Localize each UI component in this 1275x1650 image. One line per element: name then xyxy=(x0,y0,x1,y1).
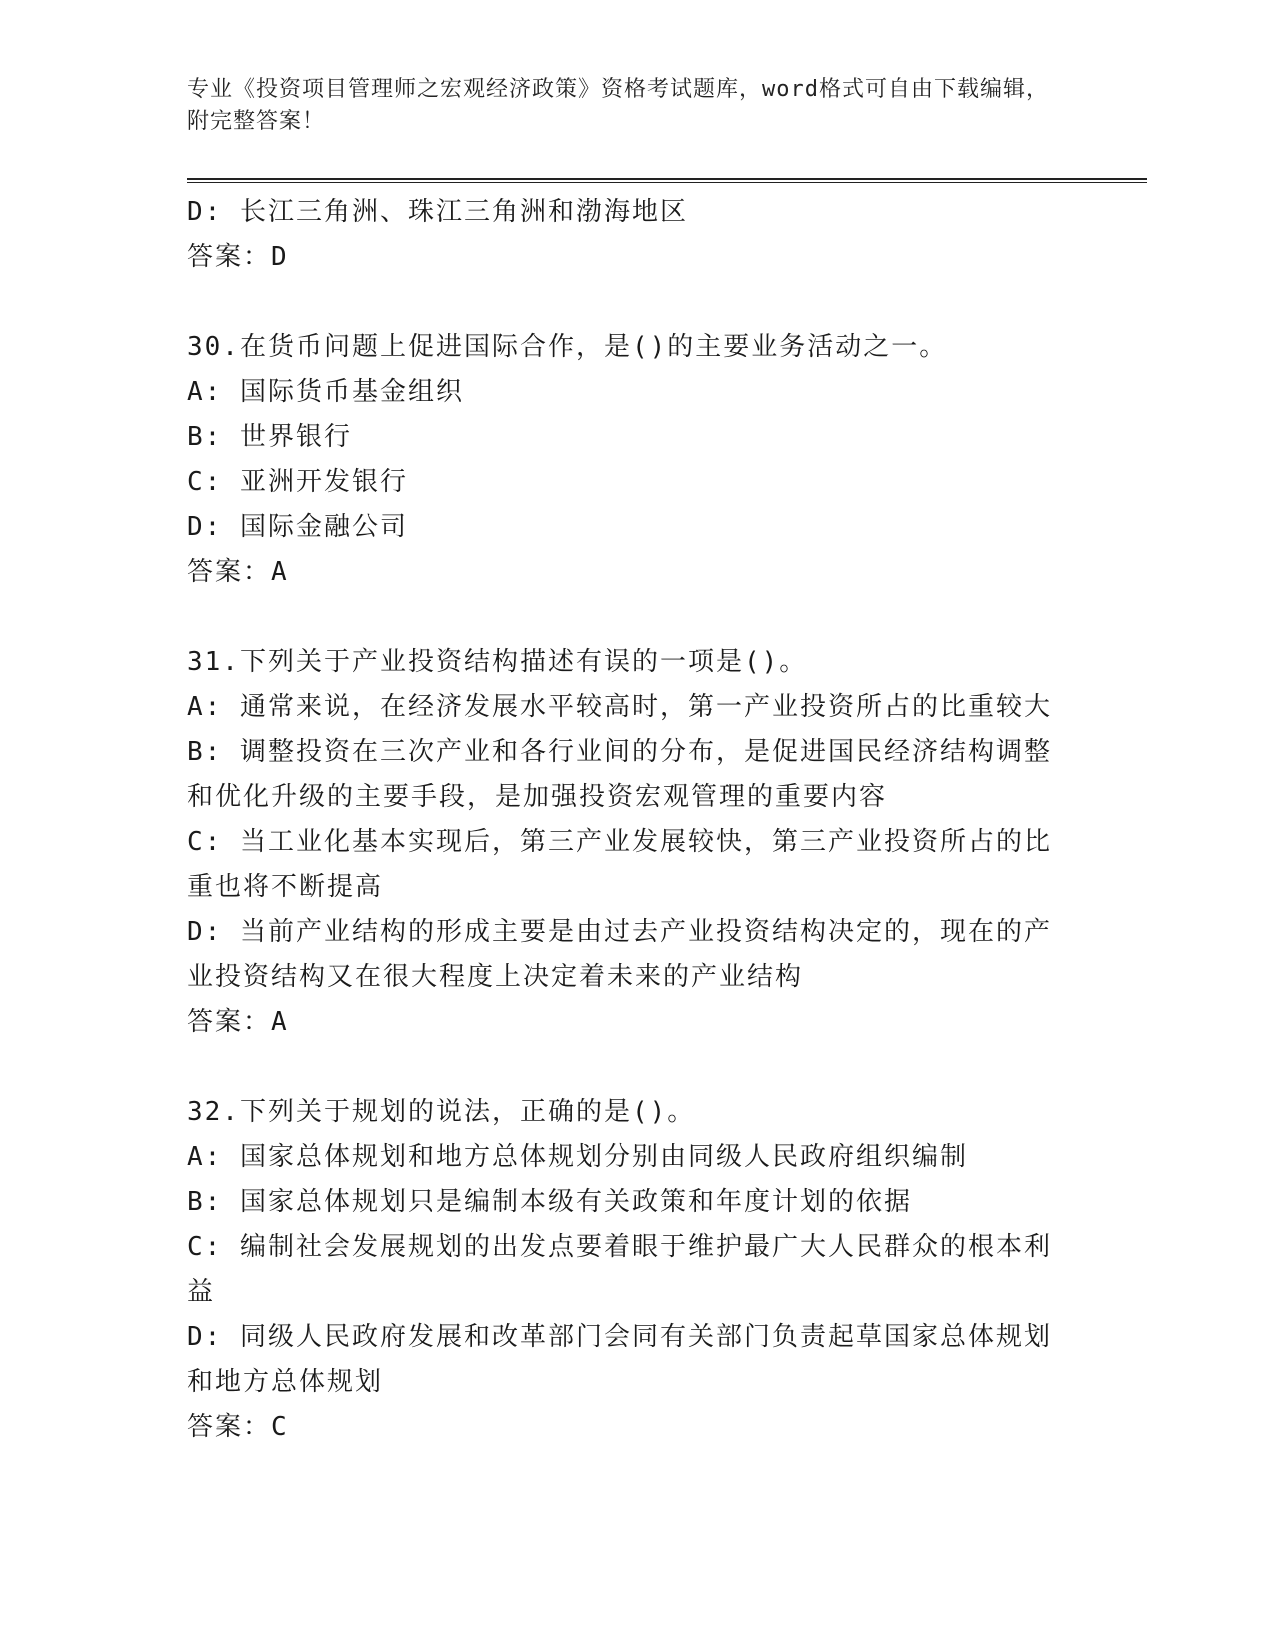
spacer xyxy=(187,1045,1067,1090)
answer-line xyxy=(187,1000,1067,1045)
answer-label: 答案： xyxy=(187,557,272,587)
question-stem: 31.下列关于产业投资结构描述有误的一项是()。 xyxy=(187,647,808,677)
option-c: C: 当工业化基本实现后，第三产业发展较快，第三产业投资所占的比重也将不断提高 xyxy=(187,827,1052,902)
document-body xyxy=(187,190,1067,1450)
question-31 xyxy=(187,640,1067,1045)
option-d: D: 国际金融公司 xyxy=(187,512,408,542)
question-stem: 30.在货币问题上促进国际合作，是()的主要业务活动之一。 xyxy=(187,332,948,362)
answer-value: C xyxy=(271,1412,289,1442)
option-b: B: 世界银行 xyxy=(187,422,352,452)
answer-line xyxy=(187,1405,1067,1450)
answer-line xyxy=(187,550,1067,595)
option-a: A: 国家总体规划和地方总体规划分别由同级人民政府组织编制 xyxy=(187,1142,968,1172)
prev-question-tail xyxy=(187,190,1067,280)
spacer xyxy=(187,595,1067,640)
option-d: D: 同级人民政府发展和改革部门会同有关部门负责起草国家总体规划和地方总体规划 xyxy=(187,1322,1052,1397)
spacer xyxy=(187,280,1067,325)
option-d: D: 长江三角洲、珠江三角洲和渤海地区 xyxy=(187,197,688,227)
answer-value: D xyxy=(271,242,289,272)
option-b: B: 国家总体规划只是编制本级有关政策和年度计划的依据 xyxy=(187,1187,912,1217)
answer-value: A xyxy=(271,1007,289,1037)
option-c: C: 编制社会发展规划的出发点要着眼于维护最广大人民群众的根本利益 xyxy=(187,1232,1052,1307)
header-rule-thick xyxy=(187,178,1147,180)
answer-label: 答案： xyxy=(187,1412,272,1442)
document-header: 专业《投资项目管理师之宏观经济政策》资格考试题库，word格式可自由下载编辑，附完整答案！ xyxy=(187,77,1049,134)
answer-label: 答案： xyxy=(187,1007,272,1037)
header-rule-thin xyxy=(187,182,1147,183)
option-d: D: 当前产业结构的形成主要是由过去产业投资结构决定的，现在的产业投资结构又在很大程度上决定着未来的产业结构 xyxy=(187,917,1052,992)
answer-label: 答案： xyxy=(187,242,272,272)
question-32 xyxy=(187,1090,1067,1450)
option-a: A: 通常来说，在经济发展水平较高时，第一产业投资所占的比重较大 xyxy=(187,692,1052,722)
option-a: A: 国际货币基金组织 xyxy=(187,377,464,407)
question-stem: 32.下列关于规划的说法，正确的是()。 xyxy=(187,1097,696,1127)
answer-value: A xyxy=(271,557,289,587)
option-b: B: 调整投资在三次产业和各行业间的分布，是促进国民经济结构调整和优化升级的主要手段，是加强投资宏观管理的重要内容 xyxy=(187,737,1052,812)
option-c: C: 亚洲开发银行 xyxy=(187,467,408,497)
question-30 xyxy=(187,325,1067,595)
answer-line xyxy=(187,235,1067,280)
